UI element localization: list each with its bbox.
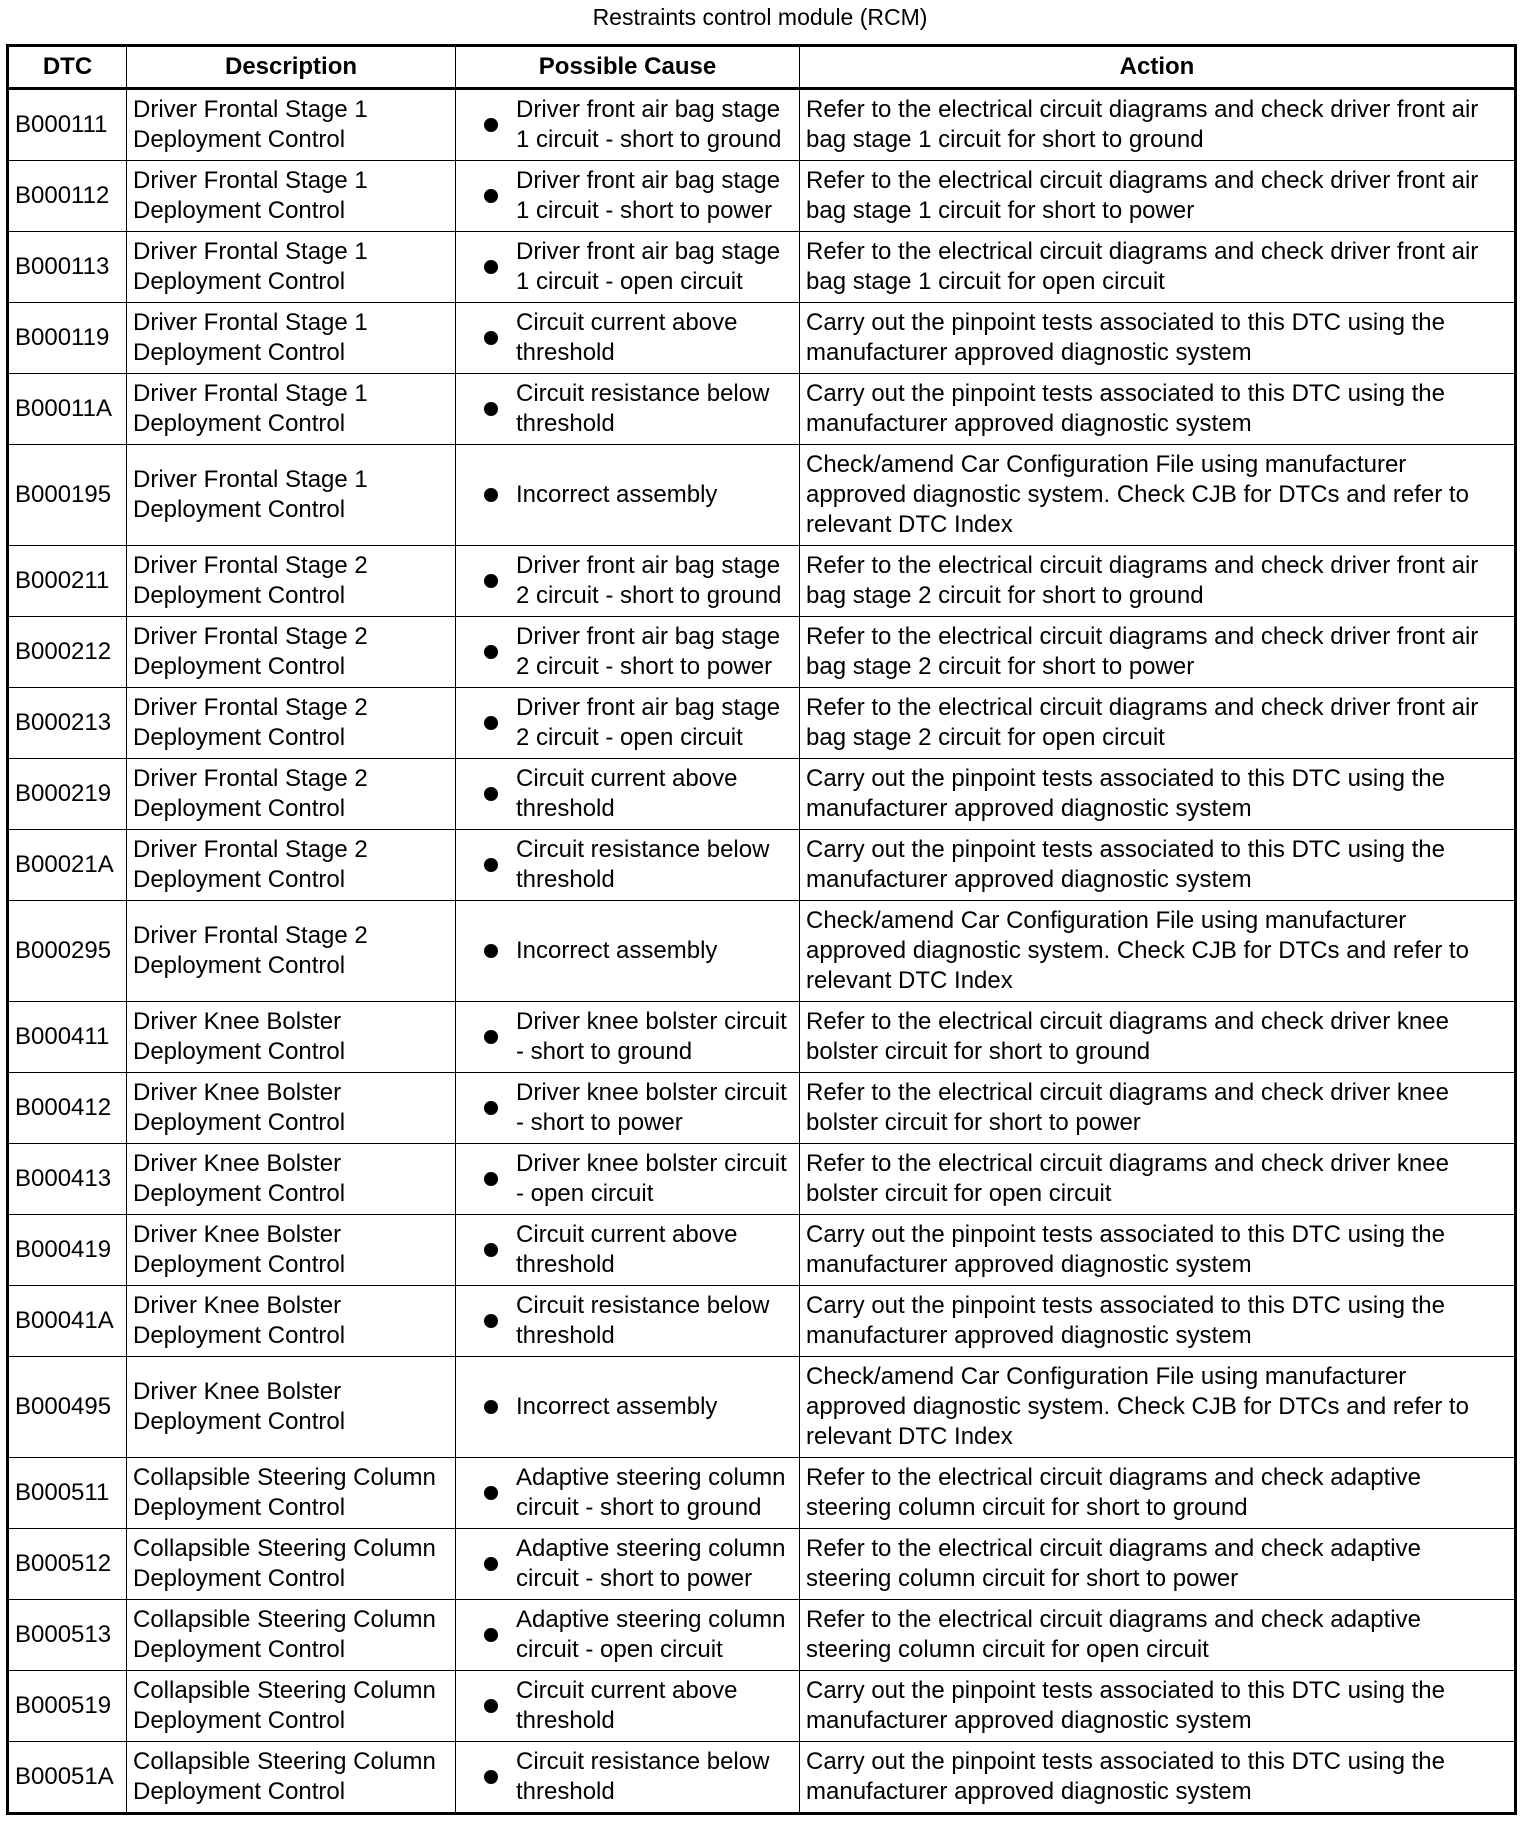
bullet-icon — [484, 118, 498, 132]
table-row — [8, 161, 1516, 232]
action: Refer to the electrical circuit diagrams and check driver front air bag stage 2 circuit for short to power — [800, 617, 1516, 688]
dtc-code: B000212 — [8, 617, 127, 688]
table-row — [8, 1458, 1516, 1529]
bullet-icon — [484, 488, 498, 502]
possible-cause: Circuit resistance below threshold — [516, 1748, 770, 1805]
action: Refer to the electrical circuit diagrams and check adaptive steering column circuit for short to power — [800, 1529, 1516, 1600]
possible-cause-cell — [456, 232, 800, 303]
table-row — [8, 1742, 1516, 1814]
dtc-code: B00011A — [8, 374, 127, 445]
possible-cause: Incorrect assembly — [516, 1393, 718, 1420]
table-row — [8, 1144, 1516, 1215]
bullet-icon — [484, 1400, 498, 1414]
dtc-description: Collapsible Steering Column Deployment Control — [127, 1742, 456, 1814]
dtc-code: B000412 — [8, 1073, 127, 1144]
possible-cause: Driver front air bag stage 1 circuit - open circuit — [516, 238, 781, 295]
dtc-description: Collapsible Steering Column Deployment Control — [127, 1600, 456, 1671]
table-row — [8, 1529, 1516, 1600]
possible-cause: Incorrect assembly — [516, 481, 718, 508]
possible-cause: Circuit resistance below threshold — [516, 380, 770, 437]
possible-cause: Driver knee bolster circuit - short to ground — [516, 1008, 787, 1065]
bullet-icon — [484, 1628, 498, 1642]
table-row — [8, 1671, 1516, 1742]
dtc-code: B000511 — [8, 1458, 127, 1529]
bullet-icon — [484, 1314, 498, 1328]
possible-cause: Driver front air bag stage 1 circuit - short to ground — [516, 96, 782, 153]
table-header-row — [8, 46, 1516, 89]
table-row — [8, 546, 1516, 617]
bullet-icon — [484, 787, 498, 801]
dtc-description: Driver Frontal Stage 2 Deployment Control — [127, 830, 456, 901]
action: Carry out the pinpoint tests associated to this DTC using the manufacturer approved diagnostic system — [800, 1286, 1516, 1357]
possible-cause-cell — [456, 1144, 800, 1215]
dtc-description: Collapsible Steering Column Deployment Control — [127, 1529, 456, 1600]
dtc-table — [6, 44, 1517, 1815]
dtc-code: B00021A — [8, 830, 127, 901]
dtc-description: Driver Knee Bolster Deployment Control — [127, 1286, 456, 1357]
bullet-icon — [484, 944, 498, 958]
dtc-code: B000411 — [8, 1002, 127, 1073]
action: Refer to the electrical circuit diagrams and check driver front air bag stage 2 circuit for short to ground — [800, 546, 1516, 617]
dtc-code: B000112 — [8, 161, 127, 232]
bullet-icon — [484, 574, 498, 588]
bullet-icon — [484, 331, 498, 345]
bullet-icon — [484, 1101, 498, 1115]
page-title: Restraints control module (RCM) — [592, 4, 928, 30]
table-row — [8, 1002, 1516, 1073]
possible-cause: Adaptive steering column circuit - short to ground — [516, 1464, 786, 1521]
table-row — [8, 1600, 1516, 1671]
possible-cause-cell — [456, 445, 800, 546]
possible-cause: Driver front air bag stage 1 circuit - short to power — [516, 167, 781, 224]
possible-cause: Circuit current above threshold — [516, 309, 738, 366]
dtc-code: B000111 — [8, 89, 127, 161]
possible-cause-cell — [456, 303, 800, 374]
bullet-icon — [484, 716, 498, 730]
possible-cause-cell — [456, 759, 800, 830]
possible-cause-cell — [456, 1742, 800, 1814]
action: Carry out the pinpoint tests associated to this DTC using the manufacturer approved diagnostic system — [800, 1671, 1516, 1742]
action: Check/amend Car Configuration File using manufacturer approved diagnostic system. Check CJB for DTCs and refer to relevant DTC Index — [800, 1357, 1516, 1458]
dtc-code: B000213 — [8, 688, 127, 759]
action: Refer to the electrical circuit diagrams and check driver knee bolster circuit for short to ground — [800, 1002, 1516, 1073]
possible-cause-cell — [456, 1286, 800, 1357]
possible-cause-cell — [456, 1357, 800, 1458]
table-row — [8, 830, 1516, 901]
dtc-code: B00041A — [8, 1286, 127, 1357]
dtc-description: Driver Frontal Stage 2 Deployment Control — [127, 759, 456, 830]
dtc-description: Driver Frontal Stage 2 Deployment Control — [127, 901, 456, 1002]
possible-cause-cell — [456, 1073, 800, 1144]
header-description: Description — [127, 46, 456, 89]
header-action: Action — [800, 46, 1516, 89]
possible-cause: Driver front air bag stage 2 circuit - open circuit — [516, 694, 781, 751]
table-row — [8, 901, 1516, 1002]
action: Carry out the pinpoint tests associated to this DTC using the manufacturer approved diagnostic system — [800, 759, 1516, 830]
header-dtc: DTC — [8, 46, 127, 89]
table-row — [8, 374, 1516, 445]
table-row — [8, 303, 1516, 374]
action: Refer to the electrical circuit diagrams and check driver knee bolster circuit for short to power — [800, 1073, 1516, 1144]
possible-cause-cell — [456, 1600, 800, 1671]
table-row — [8, 232, 1516, 303]
table-row — [8, 1215, 1516, 1286]
bullet-icon — [484, 645, 498, 659]
possible-cause-cell — [456, 89, 800, 161]
bullet-icon — [484, 858, 498, 872]
possible-cause: Circuit current above threshold — [516, 1677, 738, 1734]
possible-cause: Incorrect assembly — [516, 937, 718, 964]
dtc-description: Driver Frontal Stage 1 Deployment Control — [127, 374, 456, 445]
dtc-description: Driver Frontal Stage 1 Deployment Control — [127, 161, 456, 232]
bullet-icon — [484, 189, 498, 203]
action: Carry out the pinpoint tests associated to this DTC using the manufacturer approved diagnostic system — [800, 1742, 1516, 1814]
action: Carry out the pinpoint tests associated to this DTC using the manufacturer approved diagnostic system — [800, 303, 1516, 374]
dtc-code: B000512 — [8, 1529, 127, 1600]
header-possible-cause: Possible Cause — [456, 46, 800, 89]
possible-cause: Driver front air bag stage 2 circuit - short to power — [516, 623, 781, 680]
bullet-icon — [484, 1486, 498, 1500]
possible-cause-cell — [456, 1529, 800, 1600]
dtc-code: B000113 — [8, 232, 127, 303]
action: Refer to the electrical circuit diagrams and check driver knee bolster circuit for open circuit — [800, 1144, 1516, 1215]
dtc-description: Driver Frontal Stage 1 Deployment Control — [127, 232, 456, 303]
possible-cause: Adaptive steering column circuit - short to power — [516, 1535, 786, 1592]
action: Check/amend Car Configuration File using manufacturer approved diagnostic system. Check CJB for DTCs and refer to relevant DTC Index — [800, 445, 1516, 546]
bullet-icon — [484, 1699, 498, 1713]
dtc-description: Driver Knee Bolster Deployment Control — [127, 1357, 456, 1458]
possible-cause-cell — [456, 546, 800, 617]
table-row — [8, 1073, 1516, 1144]
possible-cause-cell — [456, 1002, 800, 1073]
dtc-description: Collapsible Steering Column Deployment Control — [127, 1671, 456, 1742]
possible-cause: Circuit current above threshold — [516, 765, 738, 822]
table-body — [8, 89, 1516, 1814]
dtc-description: Driver Frontal Stage 2 Deployment Control — [127, 617, 456, 688]
possible-cause-cell — [456, 1458, 800, 1529]
dtc-description: Driver Frontal Stage 2 Deployment Control — [127, 688, 456, 759]
action: Carry out the pinpoint tests associated to this DTC using the manufacturer approved diagnostic system — [800, 374, 1516, 445]
dtc-description: Driver Knee Bolster Deployment Control — [127, 1073, 456, 1144]
action: Carry out the pinpoint tests associated to this DTC using the manufacturer approved diagnostic system — [800, 1215, 1516, 1286]
dtc-code: B000211 — [8, 546, 127, 617]
bullet-icon — [484, 260, 498, 274]
table-row — [8, 1357, 1516, 1458]
bullet-icon — [484, 1557, 498, 1571]
table-row — [8, 688, 1516, 759]
possible-cause-cell — [456, 688, 800, 759]
dtc-description: Driver Frontal Stage 2 Deployment Control — [127, 546, 456, 617]
action: Carry out the pinpoint tests associated to this DTC using the manufacturer approved diagnostic system — [800, 830, 1516, 901]
dtc-description: Driver Knee Bolster Deployment Control — [127, 1002, 456, 1073]
possible-cause: Circuit resistance below threshold — [516, 1292, 770, 1349]
possible-cause: Circuit resistance below threshold — [516, 836, 770, 893]
dtc-code: B000195 — [8, 445, 127, 546]
possible-cause: Driver knee bolster circuit - short to power — [516, 1079, 787, 1136]
dtc-description: Collapsible Steering Column Deployment Control — [127, 1458, 456, 1529]
dtc-code: B000413 — [8, 1144, 127, 1215]
dtc-code: B000119 — [8, 303, 127, 374]
possible-cause: Adaptive steering column circuit - open circuit — [516, 1606, 786, 1663]
possible-cause-cell — [456, 1215, 800, 1286]
dtc-description: Driver Knee Bolster Deployment Control — [127, 1144, 456, 1215]
dtc-code: B000519 — [8, 1671, 127, 1742]
action: Refer to the electrical circuit diagrams and check driver front air bag stage 2 circuit for open circuit — [800, 688, 1516, 759]
possible-cause: Circuit current above threshold — [516, 1221, 738, 1278]
dtc-code: B000219 — [8, 759, 127, 830]
dtc-code: B00051A — [8, 1742, 127, 1814]
table-row — [8, 759, 1516, 830]
action: Refer to the electrical circuit diagrams and check adaptive steering column circuit for short to ground — [800, 1458, 1516, 1529]
dtc-code: B000295 — [8, 901, 127, 1002]
table-row — [8, 445, 1516, 546]
dtc-code: B000495 — [8, 1357, 127, 1458]
table-row — [8, 89, 1516, 161]
possible-cause-cell — [456, 374, 800, 445]
dtc-description: Driver Frontal Stage 1 Deployment Control — [127, 303, 456, 374]
dtc-description: Driver Frontal Stage 1 Deployment Control — [127, 89, 456, 161]
dtc-code: B000419 — [8, 1215, 127, 1286]
table-row — [8, 1286, 1516, 1357]
bullet-icon — [484, 1172, 498, 1186]
possible-cause: Driver knee bolster circuit - open circuit — [516, 1150, 787, 1207]
table-row — [8, 617, 1516, 688]
bullet-icon — [484, 402, 498, 416]
dtc-code: B000513 — [8, 1600, 127, 1671]
action: Refer to the electrical circuit diagrams and check driver front air bag stage 1 circuit for open circuit — [800, 232, 1516, 303]
action: Check/amend Car Configuration File using manufacturer approved diagnostic system. Check CJB for DTCs and refer to relevant DTC Index — [800, 901, 1516, 1002]
possible-cause-cell — [456, 617, 800, 688]
possible-cause-cell — [456, 830, 800, 901]
bullet-icon — [484, 1030, 498, 1044]
action: Refer to the electrical circuit diagrams and check driver front air bag stage 1 circuit for short to power — [800, 161, 1516, 232]
dtc-description: Driver Knee Bolster Deployment Control — [127, 1215, 456, 1286]
possible-cause-cell — [456, 1671, 800, 1742]
possible-cause-cell — [456, 161, 800, 232]
dtc-description: Driver Frontal Stage 1 Deployment Control — [127, 445, 456, 546]
bullet-icon — [484, 1243, 498, 1257]
possible-cause: Driver front air bag stage 2 circuit - short to ground — [516, 552, 782, 609]
bullet-icon — [484, 1770, 498, 1784]
action: Refer to the electrical circuit diagrams and check driver front air bag stage 1 circuit for short to ground — [800, 89, 1516, 161]
possible-cause-cell — [456, 901, 800, 1002]
action: Refer to the electrical circuit diagrams and check adaptive steering column circuit for open circuit — [800, 1600, 1516, 1671]
